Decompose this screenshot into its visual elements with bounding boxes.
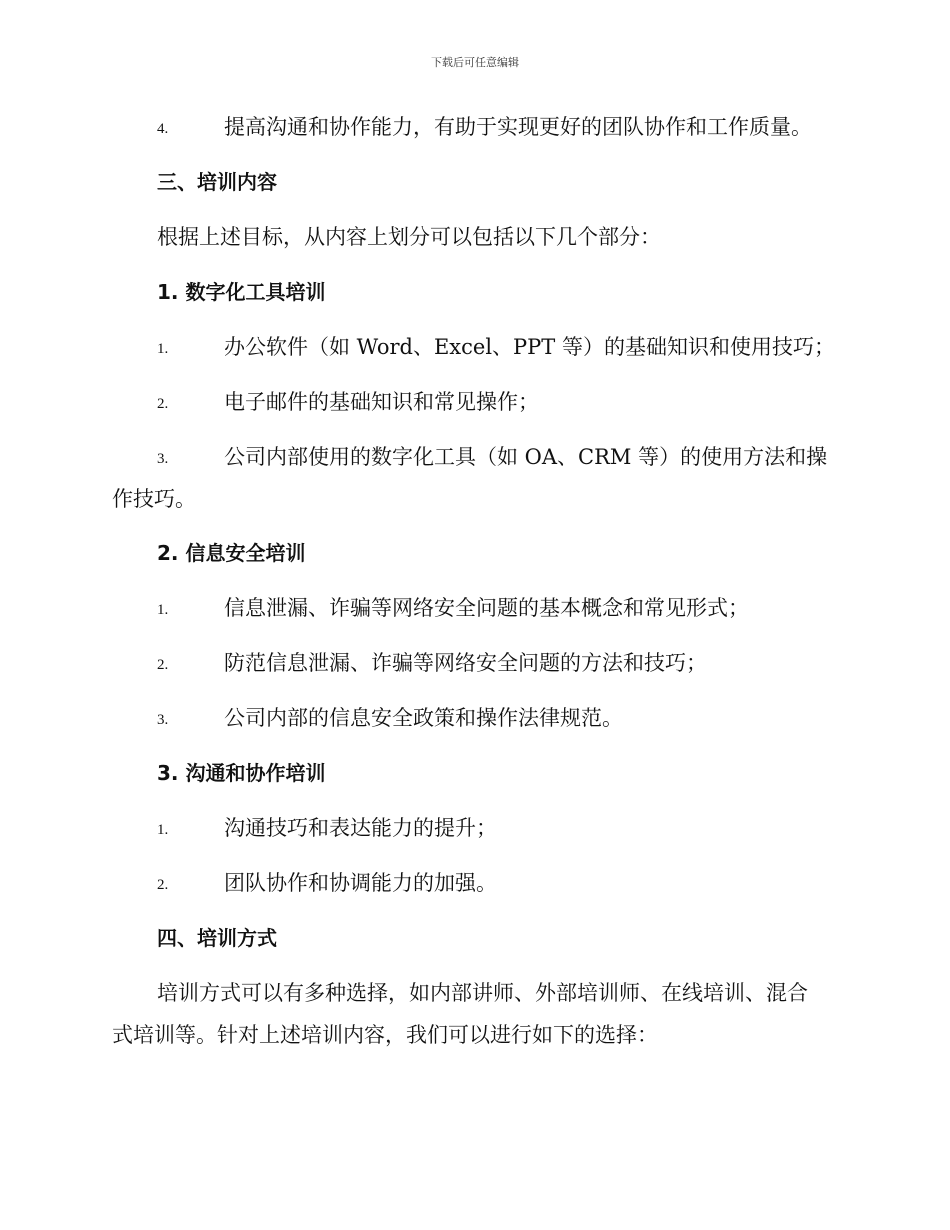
paragraph-text: 根据上述目标，从内容上划分可以包括以下几个部分： [157,225,661,249]
page-header: 下载后可任意编辑 [431,56,519,69]
list-text: 提高沟通和协作能力，有助于实现更好的团队协作和工作质量。 [224,115,812,139]
subsection-title: 2. 信息安全培训 [157,541,306,565]
list-number: 3. [157,451,169,467]
paragraph-text-continuation: 式培训等。针对上述培训内容，我们可以进行如下的选择： [112,1023,658,1047]
list-number: 2. [157,877,169,893]
list-text: 防范信息泄漏、诈骗等网络安全问题的方法和技巧； [224,651,707,675]
list-number: 4. [157,121,169,137]
list-number: 2. [157,396,169,412]
list-text-continuation: 作技巧。 [112,487,196,511]
list-text: 信息泄漏、诈骗等网络安全问题的基本概念和常见形式； [224,596,749,620]
list-number: 3. [157,712,169,728]
list-text: 公司内部的信息安全政策和操作法律规范。 [224,706,623,730]
paragraph-text: 培训方式可以有多种选择，如内部讲师、外部培训师、在线培训、混合 [157,981,808,1005]
list-text: 办公软件（如 Word、Excel、PPT 等）的基础知识和使用技巧； [224,335,835,359]
list-number: 1. [157,341,169,357]
subsection-title: 1. 数字化工具培训 [157,280,326,304]
list-number: 1. [157,822,169,838]
list-number: 2. [157,657,169,673]
list-text: 公司内部使用的数字化工具（如 OA、CRM 等）的使用方法和操 [224,445,828,469]
list-text: 沟通技巧和表达能力的提升； [224,816,497,840]
list-number: 1. [157,602,169,618]
subsection-title: 3. 沟通和协作培训 [157,761,326,785]
list-text: 团队协作和协调能力的加强。 [224,871,497,895]
section-title: 四、培训方式 [157,926,277,950]
list-text: 电子邮件的基础知识和常见操作； [224,390,539,414]
section-title: 三、培训内容 [157,170,277,194]
